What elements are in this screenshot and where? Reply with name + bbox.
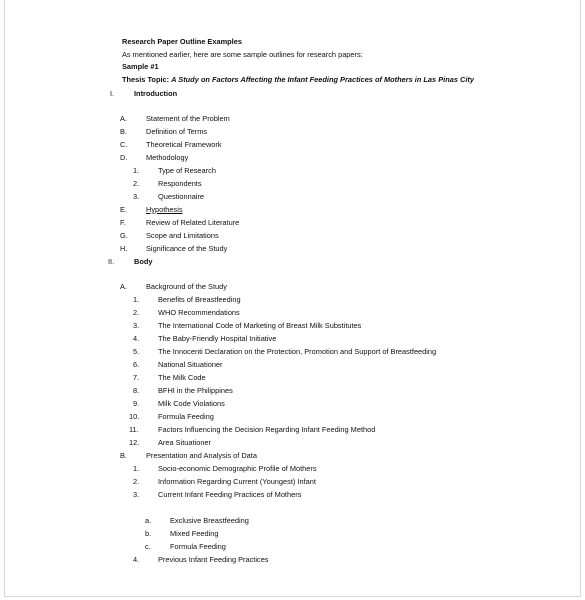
item-marker: b. [145,529,152,538]
item-marker: 4. [133,555,140,564]
item-marker: 3. [133,321,140,330]
outline-subitem: The Milk Code [158,373,206,382]
item-marker: 3. [133,490,140,499]
item-marker: E. [120,205,127,214]
item-marker: F. [120,218,126,227]
outline-item-hypothesis: Hypothesis [146,205,183,214]
item-marker: 8. [133,386,140,395]
item-marker: 12. [129,438,140,447]
item-marker: 2. [133,179,140,188]
outline-subsubitem: Formula Feeding [170,542,226,551]
item-marker: A. [120,114,127,123]
item-marker: 2. [133,477,140,486]
thesis-label: Thesis Topic: [122,75,170,84]
item-marker: H. [120,244,128,253]
section-title: Body [134,257,153,266]
outline-item: Scope and Limitations [146,231,219,240]
outline-subitem: Questionnaire [158,192,205,201]
doc-title: Research Paper Outline Examples [122,37,242,46]
item-marker: 3. [133,192,140,201]
item-marker: c. [145,542,151,551]
item-marker: 6. [133,360,140,369]
item-marker: G. [120,231,128,240]
outline-subitem: Socio-economic Demographic Profile of Mothers [158,464,317,473]
item-marker: 10. [129,412,140,421]
outline-item: Significance of the Study [146,244,228,253]
item-marker: 11. [129,425,139,434]
item-marker: 1. [133,166,140,175]
item-marker: 5. [133,347,140,356]
outline-subitem: Previous Infant Feeding Practices [158,555,269,564]
outline-item: Statement of the Problem [146,114,230,123]
item-marker: D. [120,153,128,162]
outline-item: Review of Related Literature [146,218,240,227]
item-marker: 2. [133,308,140,317]
outline-item: Background of the Study [146,282,227,291]
item-marker: 9. [133,399,140,408]
item-marker: C. [120,140,128,149]
outline-subitem: Information Regarding Current (Youngest) Infant [158,477,316,486]
item-marker: 4. [133,334,140,343]
outline-item: Presentation and Analysis of Data [146,451,257,460]
item-marker: 7. [133,373,140,382]
outline-subitem: National Situationer [158,360,223,369]
item-marker: A. [120,282,127,291]
thesis-text: A Study on Factors Affecting the Infant Feeding Practices of Mothers in Las Pinas City [171,75,474,84]
section-numeral: I. [110,89,115,98]
outline-subitem: Factors Influencing the Decision Regarding Infant Feeding Method [158,425,376,434]
outline-subitem: The Baby-Friendly Hospital Initiative [158,334,277,343]
item-marker: a. [145,516,152,525]
item-marker: B. [120,127,127,136]
outline-subitem: Type of Research [158,166,216,175]
item-marker: 1. [133,295,140,304]
outline-subitem: Respondents [158,179,202,188]
outline-item: Methodology [146,153,189,162]
item-marker: B. [120,451,127,460]
outline-subitem: The International Code of Marketing of Breast Milk Substitutes [158,321,362,330]
outline-subitem: Area Situationer [158,438,211,447]
outline-subitem: BFHI in the Philippines [158,386,233,395]
page-border [4,0,581,597]
item-marker: 1. [133,464,140,473]
outline-item: Definition of Terms [146,127,208,136]
section-title: Introduction [134,89,178,98]
outline-subitem: Formula Feeding [158,412,214,421]
thesis-line [122,75,474,84]
outline-item: Theoretical Framework [146,140,222,149]
outline-subitem: Benefits of Breastfeeding [158,295,241,304]
outline-subsubitem: Exclusive Breastfeeding [170,516,249,525]
outline-subitem: Milk Code Violations [158,399,225,408]
outline-subitem: WHO Recommendations [158,308,240,317]
sample-label: Sample #1 [122,62,159,71]
intro-text: As mentioned earlier, here are some sample outlines for research papers: [122,50,363,59]
outline-subitem: Current Infant Feeding Practices of Mothers [158,490,302,499]
section-numeral: II. [108,257,115,266]
outline-subsubitem: Mixed Feeding [170,529,219,538]
outline-subitem: The Innocenti Declaration on the Protection, Promotion and Support of Breastfeeding [158,347,437,356]
